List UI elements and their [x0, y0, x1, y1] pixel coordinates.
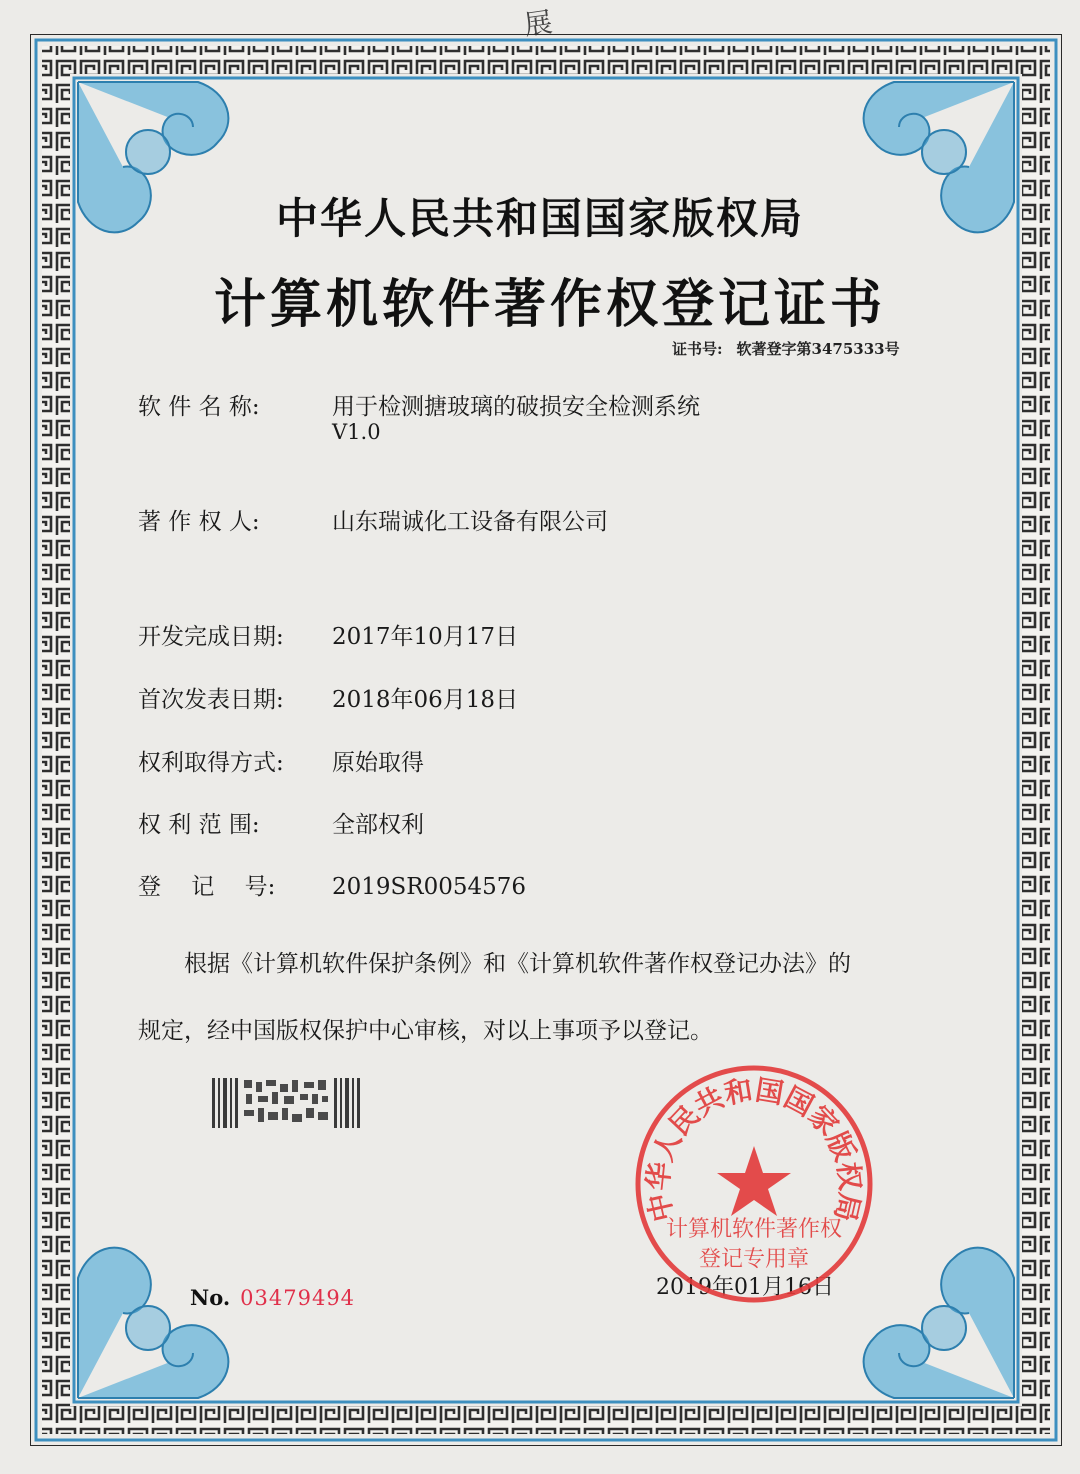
software-name-value: 用于检测搪玻璃的破损安全检测系统 [332, 394, 700, 420]
dev-date-label: 开发完成日期: [138, 624, 284, 650]
star-icon [717, 1146, 791, 1216]
cert-no-value: 软著登字第3475333号 [736, 340, 900, 358]
owner-label: 著 作 权 人: [138, 509, 260, 535]
serial-number [190, 1285, 355, 1310]
official-seal [632, 1062, 876, 1306]
certificate-title: 计算机软件著作权登记证书 [213, 274, 886, 335]
pub-date-label: 首次发表日期: [138, 687, 284, 713]
decree-line-1: 根据《计算机软件保护条例》和《计算机软件著作权登记办法》的 [184, 951, 851, 977]
software-name-row [138, 388, 700, 421]
serial-number-label: No. [190, 1285, 231, 1310]
serial-number-value: 03479494 [240, 1286, 356, 1310]
issue-date: 2019年01月16日 [656, 1275, 834, 1300]
scope-row [138, 806, 424, 839]
decree-line-2: 规定，经中国版权保护中心审核，对以上事项予以登记。 [138, 1018, 713, 1044]
handwritten-mark: 展 [522, 5, 555, 42]
owner-value: 山东瑞诚化工设备有限公司 [332, 509, 608, 535]
pub-date-row [138, 681, 518, 714]
cert-no-label: 证书号: [672, 340, 723, 358]
acquire-value: 原始取得 [332, 750, 424, 776]
issuer-title: 中华人民共和国国家版权局 [275, 194, 804, 243]
acquire-row [138, 744, 424, 777]
reg-no-row [138, 868, 526, 901]
barcode-icon [212, 1078, 364, 1128]
owner-row [138, 503, 608, 536]
certificate-number [672, 338, 900, 359]
seal-line-1: 计算机软件著作权 [665, 1217, 843, 1242]
reg-no-value: 2019SR0054576 [332, 874, 527, 900]
pub-date-value: 2018年06月18日 [332, 687, 519, 713]
seal-line-2: 登记专用章 [698, 1247, 810, 1272]
scope-label: 权 利 范 围: [138, 812, 260, 838]
reg-no-label: 登 记 号: [138, 874, 276, 900]
scope-value: 全部权利 [332, 812, 424, 838]
seal-ring-text: 中华人民共和国国家版权局 [641, 1073, 867, 1225]
acquire-label: 权利取得方式: [138, 750, 284, 776]
software-name-label: 软 件 名 称: [138, 394, 260, 420]
dev-date-row [138, 618, 518, 651]
software-version: V1.0 [332, 420, 381, 444]
dev-date-value: 2017年10月17日 [332, 624, 519, 650]
